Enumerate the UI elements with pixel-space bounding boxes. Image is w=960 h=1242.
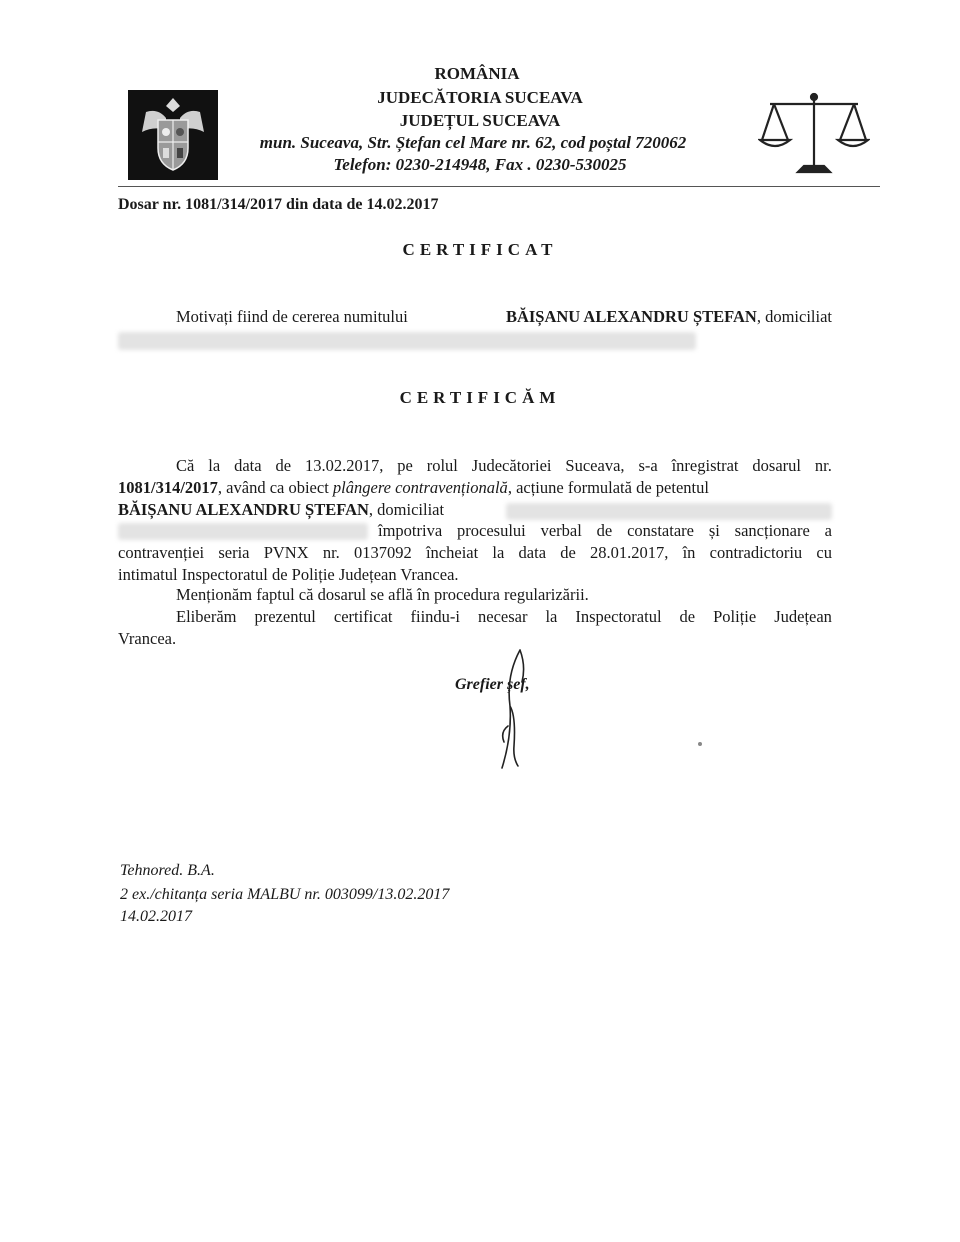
header-address: mun. Suceava, Str. Ștefan cel Mare nr. 62, cod poștal 720062: [259, 133, 687, 152]
footer-date: 14.02.2017: [120, 908, 192, 925]
body-line-6: intimatul Inspectoratul de Poliție Județean Vrancea.: [118, 565, 459, 584]
redacted-address: [118, 332, 696, 350]
body-line-8: Eliberăm prezentul certificat fiindu-i necesar la Inspectoratul de Poliție Județean: [176, 607, 832, 626]
header-divider: [118, 186, 880, 187]
scales-of-justice-icon: [758, 88, 870, 186]
redacted-address-3: [118, 523, 368, 540]
redacted-address-2: [506, 503, 832, 520]
body-line-9: Vrancea.: [118, 629, 177, 648]
body-line-1: Că la data de 13.02.2017, pe rolul Judecătoriei Suceava, s-a înregistrat dosarul nr.: [176, 456, 832, 475]
footer-editor: Tehnored. B.A.: [120, 862, 215, 879]
header-country: ROMÂNIA: [434, 64, 520, 83]
section-title: CERTIFICĂM: [399, 388, 561, 407]
header-court: JUDECĂTORIA SUCEAVA: [377, 88, 583, 107]
intro-text: Motivați fiind de cererea numitului: [176, 307, 408, 326]
header-phone: Telefon: 0230-214948, Fax . 0230-530025: [333, 155, 627, 174]
intro-line: [176, 306, 832, 328]
body-case-number: 1081/314/2017: [118, 478, 218, 497]
petitioner-name: BĂIȘANU ALEXANDRU ȘTEFAN: [118, 500, 369, 519]
footer-receipt: 2 ex./chitanța seria MALBU nr. 003099/13.02.2017: [120, 886, 450, 903]
case-object: plângere contravențională: [332, 478, 508, 497]
header-county: JUDEȚUL SUCEAVA: [399, 111, 561, 130]
body-line-3: BĂIȘANU ALEXANDRU ȘTEFAN, domiciliat: [118, 500, 445, 519]
intro-domiciled: , domiciliat: [756, 307, 832, 326]
body-line-4: împotriva procesului verbal de constatare și sancționare a: [378, 521, 832, 540]
document-title: CERTIFICAT: [402, 240, 558, 259]
coat-of-arms-icon: [128, 90, 218, 180]
body-line-7: Menționăm faptul că dosarul se află în procedura regularizării.: [176, 585, 589, 604]
scan-speck: [698, 742, 702, 746]
handwritten-signature: [480, 646, 550, 774]
body-line-5: contravenției seria PVNX nr. 0137092 încheiat la data de 28.01.2017, în contradictoriu cu: [118, 543, 832, 562]
signatory-title: Grefier șef,: [455, 676, 530, 693]
applicant-name: BĂIȘANU ALEXANDRU ȘTEFAN: [505, 307, 757, 326]
case-number: Dosar nr. 1081/314/2017 din data de 14.02.2017: [118, 196, 439, 213]
body-line-2: 1081/314/2017, având ca obiect plângere contravențională, acțiune formulată de petentul: [118, 478, 709, 497]
